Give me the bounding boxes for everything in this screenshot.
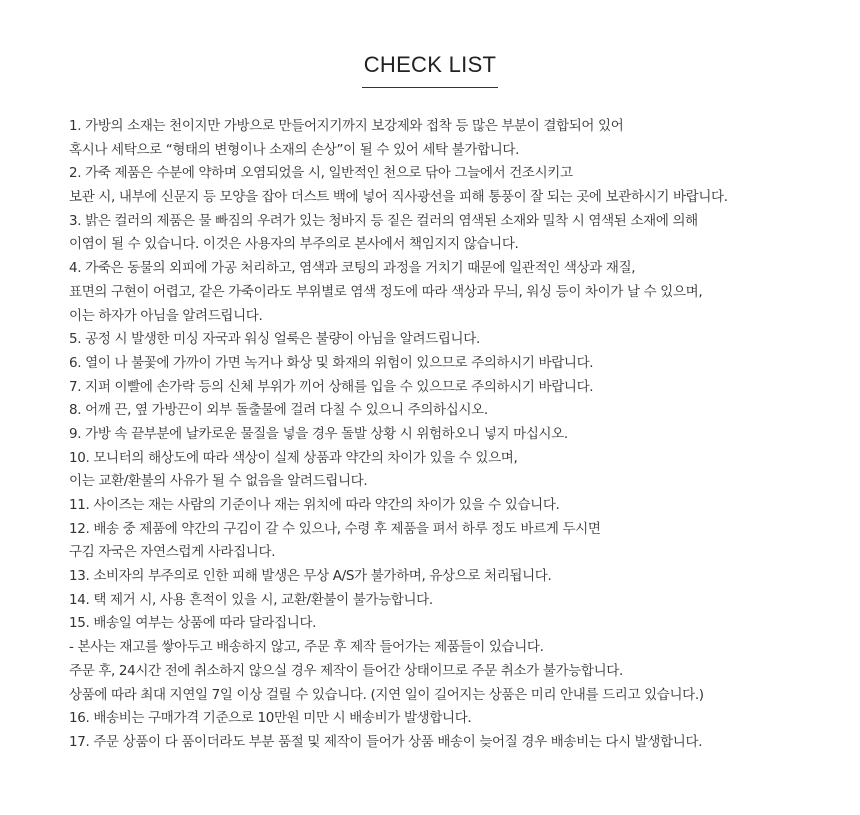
checklist-line: 이는 교환/환불의 사유가 될 수 없음을 알려드립니다.	[69, 473, 368, 490]
checklist-line: 상품에 따라 최대 지연일 7일 이상 걸릴 수 있습니다. (지연 일이 길어지는 상품은 미리 안내를 드리고 있습니다.)	[69, 686, 704, 703]
checklist	[69, 115, 849, 755]
checklist-line: 11. 사이즈는 재는 사람의 기준이나 재는 위치에 따라 약간의 차이가 있을 수 있습니다.	[69, 497, 560, 513]
checklist-line: 혹시나 세탁으로 “형태의 변형이나 소재의 손상”이 될 수 있어 세탁 불가합니다.	[69, 141, 520, 158]
checklist-line: 구김 자국은 자연스럽게 사라집니다.	[69, 544, 276, 561]
checklist-line: 2. 가죽 제품은 수분에 약하며 오염되었을 시, 일반적인 천으로 닦아 그늘에서 건조시키고	[69, 165, 573, 182]
checklist-line: 16. 배송비는 구매가격 기준으로 10만원 미만 시 배송비가 발생합니다.	[69, 710, 472, 727]
checklist-line: 표면의 구현이 어렵고, 같은 가죽이라도 부위별로 염색 정도에 따라 색상과 무늬, 워싱 등이 차이가 날 수 있으며,	[69, 283, 703, 300]
checklist-line: 1. 가방의 소재는 천이지만 가방으로 만들어지기까지 보강제와 접착 등 많은 부분이 결합되어 있어	[69, 118, 624, 134]
checklist-line: 10. 모니터의 해상도에 따라 색상이 실제 상품과 약간의 차이가 있을 수 있으며,	[69, 449, 518, 466]
checklist-line: 4. 가죽은 동물의 외피에 가공 처리하고, 염색과 코팅의 과정을 거치기 때문에 일관적인 색상과 재질,	[69, 260, 636, 277]
checklist-line: 3. 밝은 컬러의 제품은 물 빠짐의 우려가 있는 청바지 등 짙은 컬러의 염색된 소재와 밀착 시 염색된 소재에 의해	[69, 212, 698, 229]
checklist-line: 이는 하자가 아님을 알려드립니다.	[69, 307, 263, 324]
checklist-line: 9. 가방 속 끝부분에 날카로운 물질을 넣을 경우 돌발 상황 시 위험하오니 넣지 마십시오.	[69, 425, 568, 442]
checklist-line: 5. 공정 시 발생한 미싱 자국과 워싱 얼룩은 불량이 아님을 알려드립니다.	[69, 331, 480, 348]
checklist-line: 17. 주문 상품이 다 품이더라도 부분 품절 및 제작이 들어가 상품 배송이 늦어질 경우 배송비는 다시 발생합니다.	[69, 733, 703, 750]
checklist-line: 8. 어깨 끈, 옆 가방끈이 외부 돌출물에 걸려 다칠 수 있으니 주의하십시오.	[69, 402, 488, 419]
checklist-line: - 본사는 재고를 쌓아두고 배송하지 않고, 주문 후 제작 들어가는 제품들이 있습니다.	[69, 639, 544, 656]
checklist-line: 6. 열이 나 불꽃에 가까이 가면 녹거나 화상 및 화재의 위험이 있으므로 주의하시기 바랍니다.	[69, 354, 594, 371]
checklist-line: 14. 택 제거 시, 사용 흔적이 있을 시, 교환/환불이 불가능합니다.	[69, 591, 433, 608]
page-title: CHECK LIST	[362, 52, 499, 88]
checklist-line: 7. 지퍼 이빨에 손가락 등의 신체 부위가 끼어 상해를 입을 수 있으므로 주의하시기 바랍니다.	[69, 378, 594, 395]
title-wrapper	[0, 52, 860, 88]
checklist-line: 12. 배송 중 제품에 약간의 구김이 갈 수 있으나, 수령 후 제품을 펴서 하루 정도 바르게 두시면	[69, 520, 601, 537]
checklist-line: 13. 소비자의 부주의로 인한 피해 발생은 무상 A/S가 불가하며, 유상으로 처리됩니다.	[69, 568, 552, 585]
checklist-line: 주문 후, 24시간 전에 취소하지 않으실 경우 제작이 들어간 상태이므로 주문 취소가 불가능합니다.	[69, 662, 623, 679]
checklist-line: 보관 시, 내부에 신문지 등 모양을 잡아 더스트 백에 넣어 직사광선을 피해 통풍이 잘 되는 곳에 보관하시기 바랍니다.	[69, 189, 728, 206]
checklist-line: 이염이 될 수 있습니다. 이것은 사용자의 부주의로 본사에서 책임지지 않습니다.	[69, 236, 519, 253]
checklist-line: 15. 배송일 여부는 상품에 따라 달라집니다.	[69, 615, 317, 632]
